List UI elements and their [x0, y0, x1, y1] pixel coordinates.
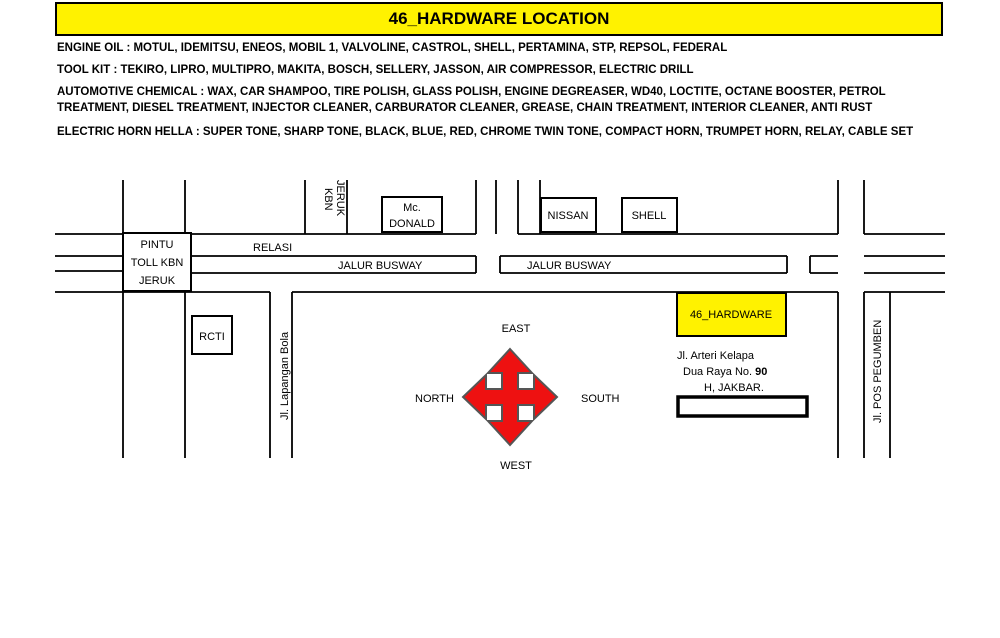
- address-frame: [678, 397, 807, 416]
- rcti-label: RCTI: [199, 331, 225, 343]
- info-engine-oil: ENGINE OIL : MOTUL, IDEMITSU, ENEOS, MOBIL 1, VALVOLINE, CASTROL, SHELL, PERTAMINA, STP, REPSOL, FEDERAL: [57, 42, 728, 54]
- compass-label-left: NORTH: [415, 393, 454, 405]
- compass-cross-icon: [463, 349, 557, 445]
- address-line1: Jl. Arteri Kelapa: [677, 350, 755, 362]
- road-label-pos-pegumben: Jl. POS PEGUMBEN: [872, 319, 884, 423]
- nissan-label: NISSAN: [547, 210, 589, 222]
- shell-label: SHELL: [631, 210, 667, 222]
- road-label-lapangan-bola: Jl. Lapangan Bola: [279, 331, 291, 420]
- road-label-kbn: KBN: [322, 188, 334, 211]
- toll-label-line2: TOLL KBN: [130, 257, 184, 269]
- info-automotive-chemical-cont: TREATMENT, DIESEL TREATMENT, INJECTOR CLEANER, CARBURATOR CLEANER, GREASE, CHAIN TREATMENT, INTERIOR CLEANER, ANTI RUST: [57, 102, 873, 114]
- compass-label-right: SOUTH: [581, 393, 620, 405]
- address-line2-number: 90: [755, 366, 768, 378]
- address-line2: [683, 366, 767, 378]
- info-tool-kit: TOOL KIT : TEKIRO, LIPRO, MULTIPRO, MAKITA, BOSCH, SELLERY, JASSON, AIR COMPRESSOR, ELECTRIC DRILL: [57, 64, 694, 76]
- address-line3: H, JAKBAR.: [704, 382, 764, 394]
- toll-label-line3: JERUK: [138, 275, 176, 287]
- info-electric-horn: ELECTRIC HORN HELLA : SUPER TONE, SHARP TONE, BLACK, BLUE, RED, CHROME TWIN TONE, COMPACT HORN, TRUMPET HORN, RELAY, CABLE SET: [57, 126, 914, 138]
- road-label-jeruk: JERUK: [334, 180, 346, 217]
- mcdonald-label-line1: Mc.: [403, 202, 421, 214]
- road-label-busway-2: JALUR BUSWAY: [527, 260, 612, 272]
- address-line2-prefix: Dua Raya No.: [683, 366, 756, 378]
- road-lines: [55, 180, 945, 458]
- road-label-relasi: RELASI: [253, 242, 293, 254]
- compass-label-top: EAST: [501, 323, 531, 335]
- road-label-busway-1: JALUR BUSWAY: [338, 260, 423, 272]
- mcdonald-label-line2: DONALD: [389, 218, 435, 230]
- compass-label-bottom: WEST: [500, 460, 532, 472]
- info-automotive-chemical: AUTOMOTIVE CHEMICAL : WAX, CAR SHAMPOO, TIRE POLISH, GLASS POLISH, ENGINE DEGREASER, WD40, LOCTITE, OCTANE BOOSTER, PETROL: [57, 86, 886, 98]
- map-title: 46_HARDWARE LOCATION: [55, 2, 943, 36]
- toll-label-line1: PINTU: [140, 239, 174, 251]
- compass-arrows: [463, 349, 557, 445]
- store-label: 46_HARDWARE: [689, 309, 773, 321]
